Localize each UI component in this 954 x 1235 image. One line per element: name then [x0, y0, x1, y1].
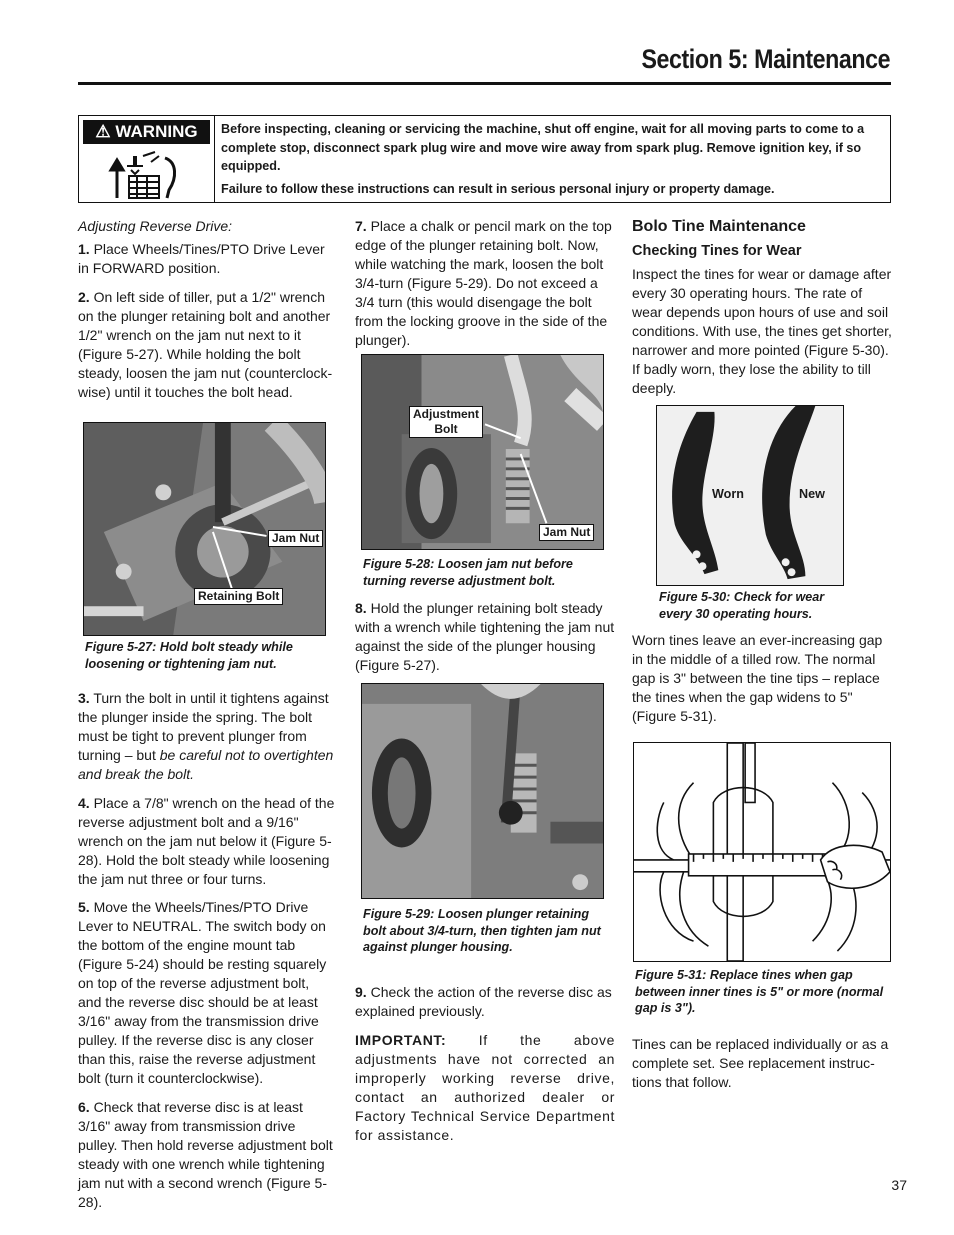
figure-5-27-photo [83, 422, 326, 636]
step-4 [78, 794, 336, 889]
column-left [78, 217, 336, 411]
label-retaining-bolt: Retaining Bolt [194, 588, 283, 605]
warning-text [221, 120, 885, 202]
figure-5-29-photo [361, 683, 604, 899]
warning-symbol-panel [79, 116, 215, 202]
warning-text-2: Failure to follow these instructions can result in serious personal injury or property damage. [221, 181, 775, 196]
step-8 [355, 599, 615, 675]
warning-triangle-icon: ⚠ [95, 122, 111, 141]
checking-tines-heading: Checking Tines for Wear [632, 243, 802, 259]
important-note [355, 1031, 615, 1145]
step-1 [78, 240, 336, 278]
step-9 [355, 983, 615, 1021]
step-4-text: Place a 7/8" wrench on the head of the reverse adjustment bolt and a 9/16" wrench on the jam nut below it (Figure 5-28). Hold the bolt steady while loosening the jam nut three or four turns. [78, 794, 335, 887]
label-bolt: Bolt [434, 422, 458, 436]
step-5 [78, 898, 336, 1088]
header-rule [78, 82, 891, 85]
step-1-text: Place Wheels/Tines/PTO Drive Lever in FORWARD position. [78, 241, 325, 276]
step-4-number: 4. [78, 794, 90, 811]
label-adjustment: Adjustment [413, 407, 479, 421]
column-right [632, 217, 892, 408]
label-new: New [799, 487, 825, 501]
label-jam-nut: Jam Nut [268, 530, 323, 547]
figure-5-28-photo [361, 354, 604, 550]
step-3-caution: be careful not to overtighten and break the bolt. [78, 747, 334, 782]
step-3-number: 3. [78, 690, 90, 706]
step-3 [78, 689, 336, 784]
step-2-text: On left side of tiller, put a 1/2" wrench on the plunger retaining bolt and another 1/2" wrench on the jam nut next to it (Figure 5-27). While holding the bolt steady, loosen the jam nut (counterclock-wise) until it touches the bolt head. [78, 288, 333, 400]
adjusting-reverse-heading: Adjusting Reverse Drive: [78, 218, 233, 234]
label-adjustment-bolt [409, 406, 483, 438]
figure-5-30-photo [656, 405, 844, 586]
step-5-text: Move the Wheels/Tines/PTO Drive Lever to NEUTRAL. The switch body on the bottom of the engine mount tab (Figure 5-24) should be resting squarely on top of the reverse adjustment bolt, and the reverse disc should be at least 3/16" away from the transmission drive pulley. If the reverse disc is any closer than this, raise the reverse adjustment bolt (turn it counterclockwise). [78, 899, 327, 1086]
step-7-number: 7. [355, 218, 367, 234]
step-6-text: Check that reverse disc is at least 3/16" away from transmission drive pulley. Then hold reverse adjustment bolt steady with one wrench while tightening jam nut with a second wrench (Figure 5-28). [78, 1098, 333, 1210]
tines-para-3: Tines can be replaced individually or as a complete set. See replacement instruc-tions that follow. [632, 1036, 889, 1090]
label-worn: Worn [712, 487, 744, 501]
column-right-para3 [632, 1035, 892, 1102]
step-3-text: Turn the bolt in until it tightens against the plunger inside the spring. The bolt must be tight to prevent plunger from turning – but [78, 690, 329, 763]
figure-5-31-caption: Figure 5-31: Replace tines when gap between inner tines is 5" or more (normal gap is 3"). [635, 968, 884, 1015]
figure-5-27-caption: Figure 5-27: Hold bolt steady while loosening or tightening jam nut. [85, 640, 293, 671]
important-label: IMPORTANT: [355, 1031, 447, 1048]
column-middle-step8 [355, 599, 615, 685]
step-9-text: Check the action of the reverse disc as explained previously. [355, 984, 612, 1019]
spark-plug-disconnect-icon [107, 148, 185, 200]
figure-5-29-image [362, 684, 603, 898]
step-8-text: Hold the plunger retaining bolt steady with a wrench while tightening the jam nut against the side of the plunger housing (Figure 5-27). [355, 600, 615, 673]
figure-5-29-caption: Figure 5-29: Loosen plunger retaining bolt about 3/4-turn, then tighten jam nut against plunger housing. [363, 907, 601, 954]
step-1-number: 1. [78, 241, 90, 257]
tines-para-2: Worn tines leave an ever-increasing gap in the middle of a tilled row. The normal gap is 3" between the tine tips – replace the tines when the gap widens to 5" (Figure 5-31). [632, 632, 883, 724]
figure-5-31-image [634, 743, 890, 961]
section-title: Section 5: Maintenance [641, 44, 890, 74]
figure-5-30-caption: Figure 5-30: Check for wear every 30 operating hours. [659, 590, 825, 621]
column-middle-lower [355, 983, 615, 1154]
warning-text-1: Before inspecting, cleaning or servicing the machine, shut off engine, wait for all moving parts to come to a complete stop, disconnect spark plug wire and move wire away from spark plug. Remove ignition key, if so equipped. [221, 122, 865, 173]
column-right-para2 [632, 631, 892, 736]
warning-badge-label: WARNING [115, 122, 198, 141]
figure-5-31-drawing [633, 742, 891, 962]
step-7 [355, 217, 615, 350]
step-6-number: 6. [78, 1098, 90, 1115]
column-left-lower [78, 689, 336, 1221]
bolo-tine-heading: Bolo Tine Maintenance [632, 218, 806, 235]
step-6 [78, 1098, 336, 1212]
tines-para-1: Inspect the tines for wear or damage after every 30 operating hours. The rate of wear depends upon hours of use and soil conditions. With use, the tines get shorter, narrower and more pointed (Figure 5-30). If badly worn, they lose the ability to till deeply. [632, 266, 892, 396]
figure-5-28-image [362, 355, 603, 549]
step-9-number: 9. [355, 984, 367, 1000]
step-2 [78, 288, 336, 402]
column-middle [355, 217, 615, 360]
important-text: If the above adjustments have not corrected an improperly working reverse drive, contact an authorized dealer or Factory Technical Service Department for assistance. [355, 1031, 615, 1143]
label-jam-nut-28: Jam Nut [539, 524, 594, 541]
warning-box [78, 115, 891, 203]
page-number: 37 [891, 1177, 907, 1193]
warning-badge [83, 120, 210, 144]
step-8-number: 8. [355, 600, 367, 616]
step-5-number: 5. [78, 899, 90, 915]
step-2-number: 2. [78, 288, 90, 305]
step-7-text: Place a chalk or pencil mark on the top edge of the plunger retaining bolt. Now, while watching the mark, loosen the bolt 3/4-turn (Figure 5-29). Do not exceed a 3/4 turn (this would disengage the bolt from the locking groove in the side of the plunger). [355, 218, 612, 348]
figure-5-28-caption: Figure 5-28: Loosen jam nut before turning reverse adjustment bolt. [363, 557, 573, 588]
